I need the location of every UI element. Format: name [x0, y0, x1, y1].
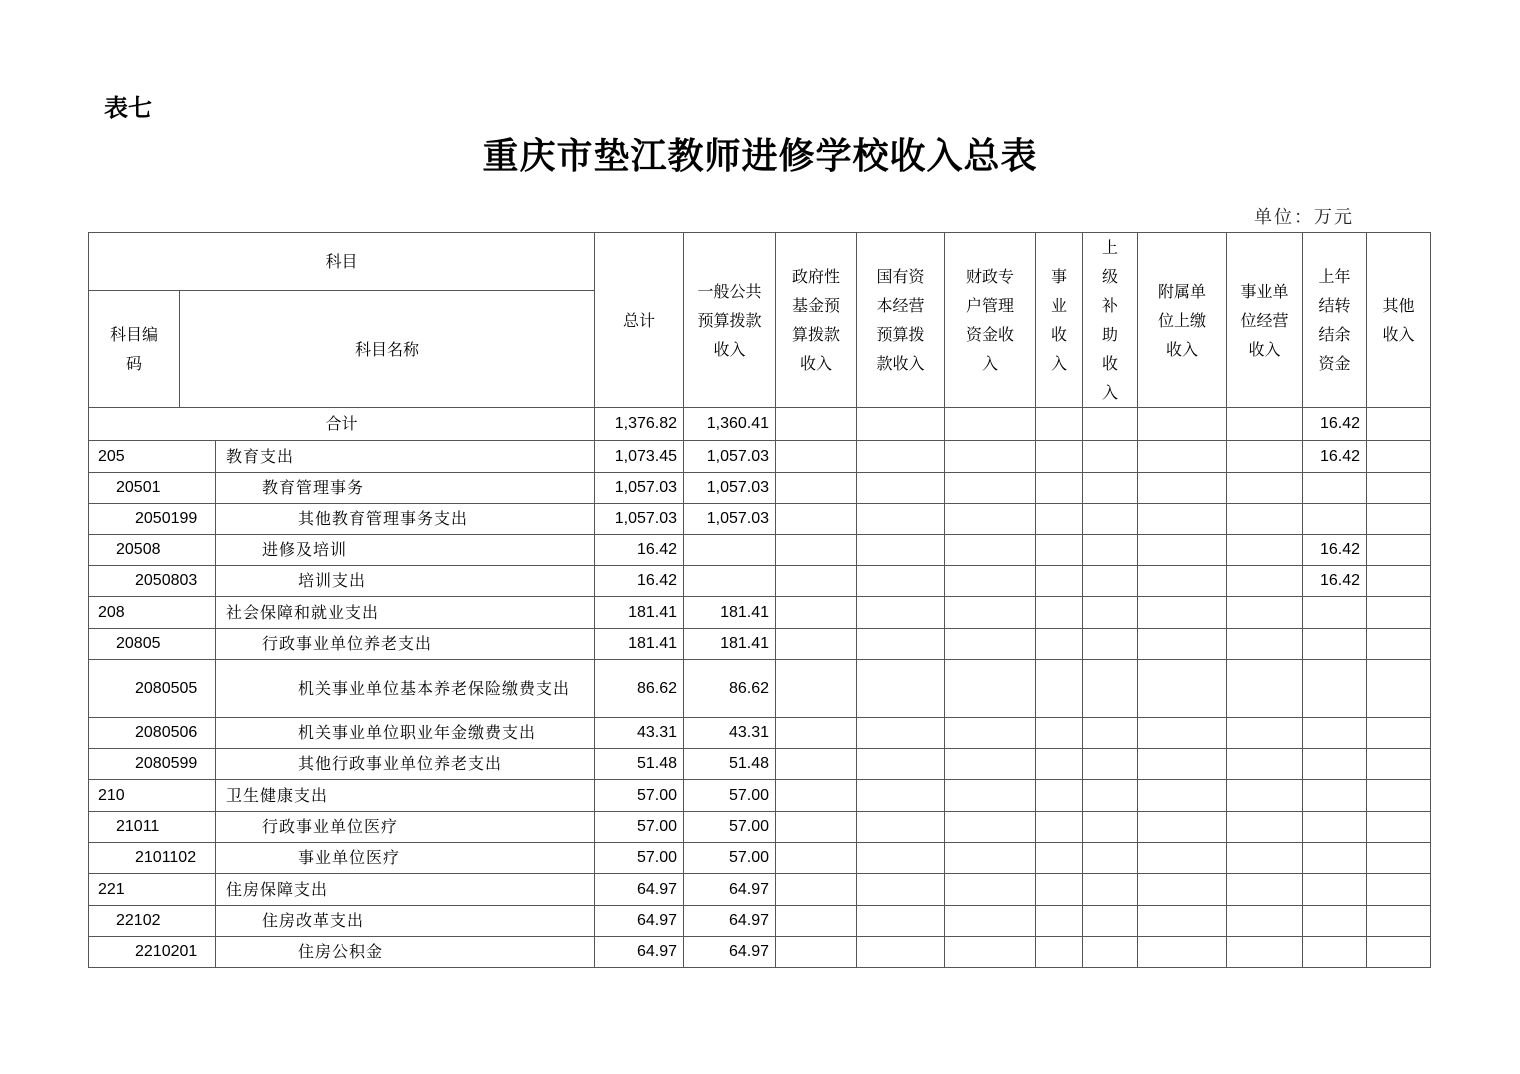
unit-label: 单位：万元	[1254, 207, 1354, 228]
empty-cell	[1083, 749, 1138, 780]
empty-cell	[1083, 874, 1138, 906]
empty-cell	[1036, 660, 1083, 718]
empty-cell	[1138, 566, 1227, 597]
empty-cell	[1367, 906, 1431, 937]
empty-cell	[1083, 597, 1138, 629]
empty-cell	[1083, 718, 1138, 749]
prior-year-balance-cell	[1303, 660, 1367, 718]
table-row	[89, 843, 1431, 874]
header-subject: 科目	[89, 233, 595, 291]
empty-cell	[776, 660, 857, 718]
empty-cell	[1138, 874, 1227, 906]
empty-cell	[1036, 408, 1083, 441]
total-cell: 16.42	[595, 566, 684, 597]
empty-cell	[1227, 597, 1303, 629]
general-public-cell	[684, 535, 776, 566]
empty-cell	[776, 780, 857, 812]
table-row	[89, 874, 1431, 906]
empty-cell	[776, 937, 857, 968]
total-cell: 57.00	[595, 843, 684, 874]
empty-cell	[1227, 408, 1303, 441]
subject-name-cell: 行政事业单位养老支出	[216, 629, 595, 660]
total-cell: 1,057.03	[595, 473, 684, 504]
empty-cell	[945, 906, 1036, 937]
empty-cell	[1367, 597, 1431, 629]
subject-code-cell: 21011	[89, 812, 216, 843]
empty-cell	[1138, 843, 1227, 874]
header-prior-year-balance: 上年结转结余资金	[1303, 233, 1367, 408]
total-prior-year-balance: 16.42	[1303, 408, 1367, 441]
total-cell: 64.97	[595, 937, 684, 968]
empty-cell	[1083, 408, 1138, 441]
subject-name-cell: 机关事业单位基本养老保险缴费支出	[216, 660, 595, 718]
empty-cell	[1036, 597, 1083, 629]
empty-cell	[945, 408, 1036, 441]
income-table	[88, 232, 1431, 968]
table-row	[89, 629, 1431, 660]
subject-code-cell: 2080599	[89, 749, 216, 780]
empty-cell	[1138, 812, 1227, 843]
empty-cell	[945, 749, 1036, 780]
empty-cell	[1227, 780, 1303, 812]
empty-cell	[1083, 535, 1138, 566]
empty-cell	[1036, 441, 1083, 473]
subject-name-cell: 住房公积金	[216, 937, 595, 968]
total-general-public: 1,360.41	[684, 408, 776, 441]
table-row	[89, 535, 1431, 566]
empty-cell	[1367, 408, 1431, 441]
table-row	[89, 473, 1431, 504]
table-row	[89, 597, 1431, 629]
header-superior-subsidy: 上级补助收入	[1083, 233, 1138, 408]
empty-cell	[1138, 718, 1227, 749]
header-gov-fund: 政府性基金预算拨款收入	[776, 233, 857, 408]
subject-code-cell: 22102	[89, 906, 216, 937]
empty-cell	[1036, 718, 1083, 749]
header-affiliated-turnover: 附属单位上缴收入	[1138, 233, 1227, 408]
empty-cell	[857, 535, 945, 566]
empty-cell	[857, 408, 945, 441]
empty-cell	[1227, 473, 1303, 504]
subject-code-cell: 2080505	[89, 660, 216, 718]
total-cell: 181.41	[595, 629, 684, 660]
subject-name-cell: 行政事业单位医疗	[216, 812, 595, 843]
empty-cell	[1367, 441, 1431, 473]
empty-cell	[1227, 874, 1303, 906]
empty-cell	[1083, 566, 1138, 597]
empty-cell	[945, 473, 1036, 504]
total-cell: 1,073.45	[595, 441, 684, 473]
subject-code-cell: 20508	[89, 535, 216, 566]
empty-cell	[1036, 566, 1083, 597]
empty-cell	[1367, 504, 1431, 535]
table-header	[89, 233, 1431, 408]
empty-cell	[1138, 629, 1227, 660]
empty-cell	[1367, 629, 1431, 660]
empty-cell	[945, 718, 1036, 749]
table-row	[89, 441, 1431, 473]
empty-cell	[857, 874, 945, 906]
empty-cell	[1036, 535, 1083, 566]
subject-name-cell: 教育管理事务	[216, 473, 595, 504]
table-row	[89, 937, 1431, 968]
empty-cell	[1367, 473, 1431, 504]
subject-code-cell: 205	[89, 441, 216, 473]
empty-cell	[945, 629, 1036, 660]
empty-cell	[1227, 535, 1303, 566]
general-public-cell: 86.62	[684, 660, 776, 718]
empty-cell	[1138, 937, 1227, 968]
total-cell: 1,057.03	[595, 504, 684, 535]
prior-year-balance-cell: 16.42	[1303, 535, 1367, 566]
subject-name-cell: 机关事业单位职业年金缴费支出	[216, 718, 595, 749]
empty-cell	[1083, 629, 1138, 660]
total-cell: 64.97	[595, 906, 684, 937]
prior-year-balance-cell	[1303, 780, 1367, 812]
empty-cell	[1083, 504, 1138, 535]
empty-cell	[776, 718, 857, 749]
empty-cell	[1138, 749, 1227, 780]
prior-year-balance-cell	[1303, 749, 1367, 780]
total-cell: 16.42	[595, 535, 684, 566]
empty-cell	[945, 874, 1036, 906]
empty-cell	[945, 597, 1036, 629]
empty-cell	[1036, 780, 1083, 812]
subject-name-cell: 住房改革支出	[216, 906, 595, 937]
subject-name-cell: 卫生健康支出	[216, 780, 595, 812]
header-business-operation: 事业单位经营收入	[1227, 233, 1303, 408]
empty-cell	[1138, 535, 1227, 566]
empty-cell	[1367, 566, 1431, 597]
empty-cell	[1036, 843, 1083, 874]
empty-cell	[857, 780, 945, 812]
header-subject-name: 科目名称	[180, 291, 595, 408]
prior-year-balance-cell: 16.42	[1303, 566, 1367, 597]
prior-year-balance-cell	[1303, 906, 1367, 937]
empty-cell	[857, 441, 945, 473]
empty-cell	[1036, 874, 1083, 906]
prior-year-balance-cell	[1303, 843, 1367, 874]
prior-year-balance-cell	[1303, 504, 1367, 535]
empty-cell	[1083, 906, 1138, 937]
empty-cell	[1227, 812, 1303, 843]
general-public-cell: 57.00	[684, 812, 776, 843]
empty-cell	[857, 718, 945, 749]
empty-cell	[1036, 937, 1083, 968]
empty-cell	[857, 597, 945, 629]
subject-name-cell: 社会保障和就业支出	[216, 597, 595, 629]
header-subject-code: 科目编码	[89, 291, 180, 408]
subject-code-cell: 2050199	[89, 504, 216, 535]
total-label: 合计	[89, 408, 595, 441]
table-row	[89, 504, 1431, 535]
table-row	[89, 812, 1431, 843]
empty-cell	[776, 408, 857, 441]
empty-cell	[1227, 660, 1303, 718]
empty-cell	[1083, 812, 1138, 843]
total-cell: 57.00	[595, 780, 684, 812]
table-row	[89, 566, 1431, 597]
table-row	[89, 749, 1431, 780]
general-public-cell: 1,057.03	[684, 441, 776, 473]
empty-cell	[1367, 749, 1431, 780]
header-other-income: 其他收入	[1367, 233, 1431, 408]
empty-cell	[1083, 843, 1138, 874]
prior-year-balance-cell	[1303, 812, 1367, 843]
subject-code-cell: 208	[89, 597, 216, 629]
empty-cell	[857, 906, 945, 937]
subject-code-cell: 2210201	[89, 937, 216, 968]
empty-cell	[776, 906, 857, 937]
subject-name-cell: 其他教育管理事务支出	[216, 504, 595, 535]
general-public-cell: 64.97	[684, 937, 776, 968]
empty-cell	[776, 535, 857, 566]
empty-cell	[1138, 597, 1227, 629]
empty-cell	[1367, 937, 1431, 968]
subject-code-cell: 20805	[89, 629, 216, 660]
empty-cell	[857, 566, 945, 597]
empty-cell	[1227, 504, 1303, 535]
empty-cell	[1083, 780, 1138, 812]
subject-name-cell: 住房保障支出	[216, 874, 595, 906]
total-value: 1,376.82	[595, 408, 684, 441]
empty-cell	[1367, 812, 1431, 843]
subject-code-cell: 20501	[89, 473, 216, 504]
empty-cell	[1367, 718, 1431, 749]
empty-cell	[1138, 408, 1227, 441]
empty-cell	[1367, 874, 1431, 906]
empty-cell	[945, 441, 1036, 473]
empty-cell	[857, 843, 945, 874]
empty-cell	[945, 843, 1036, 874]
empty-cell	[776, 597, 857, 629]
empty-cell	[1036, 749, 1083, 780]
subject-name-cell: 其他行政事业单位养老支出	[216, 749, 595, 780]
empty-cell	[776, 629, 857, 660]
empty-cell	[1367, 780, 1431, 812]
subject-name-cell: 培训支出	[216, 566, 595, 597]
header-fiscal-special: 财政专户管理资金收入	[945, 233, 1036, 408]
empty-cell	[1138, 906, 1227, 937]
empty-cell	[1227, 937, 1303, 968]
total-cell: 51.48	[595, 749, 684, 780]
general-public-cell: 1,057.03	[684, 473, 776, 504]
table-row	[89, 660, 1431, 718]
table-label: 表七	[104, 94, 152, 122]
empty-cell	[945, 812, 1036, 843]
empty-cell	[857, 749, 945, 780]
empty-cell	[776, 473, 857, 504]
subject-code-cell: 2101102	[89, 843, 216, 874]
header-business-income: 事业收入	[1036, 233, 1083, 408]
empty-cell	[1036, 504, 1083, 535]
empty-cell	[776, 874, 857, 906]
empty-cell	[1083, 660, 1138, 718]
empty-cell	[857, 660, 945, 718]
empty-cell	[945, 566, 1036, 597]
subject-code-cell: 221	[89, 874, 216, 906]
general-public-cell: 57.00	[684, 780, 776, 812]
general-public-cell: 64.97	[684, 874, 776, 906]
empty-cell	[1227, 629, 1303, 660]
prior-year-balance-cell	[1303, 937, 1367, 968]
table-body	[89, 408, 1431, 968]
empty-cell	[1138, 473, 1227, 504]
empty-cell	[1036, 906, 1083, 937]
total-cell: 181.41	[595, 597, 684, 629]
total-cell: 43.31	[595, 718, 684, 749]
empty-cell	[945, 780, 1036, 812]
general-public-cell	[684, 566, 776, 597]
empty-cell	[1138, 504, 1227, 535]
subject-code-cell: 2080506	[89, 718, 216, 749]
total-row	[89, 408, 1431, 441]
empty-cell	[776, 812, 857, 843]
empty-cell	[945, 504, 1036, 535]
empty-cell	[776, 749, 857, 780]
general-public-cell: 181.41	[684, 629, 776, 660]
general-public-cell: 1,057.03	[684, 504, 776, 535]
empty-cell	[1138, 660, 1227, 718]
empty-cell	[857, 473, 945, 504]
prior-year-balance-cell: 16.42	[1303, 441, 1367, 473]
empty-cell	[1367, 843, 1431, 874]
empty-cell	[776, 504, 857, 535]
general-public-cell: 181.41	[684, 597, 776, 629]
empty-cell	[945, 535, 1036, 566]
general-public-cell: 57.00	[684, 843, 776, 874]
total-cell: 86.62	[595, 660, 684, 718]
empty-cell	[857, 937, 945, 968]
empty-cell	[1083, 937, 1138, 968]
empty-cell	[1083, 473, 1138, 504]
prior-year-balance-cell	[1303, 597, 1367, 629]
empty-cell	[1138, 780, 1227, 812]
empty-cell	[776, 566, 857, 597]
prior-year-balance-cell	[1303, 473, 1367, 504]
prior-year-balance-cell	[1303, 718, 1367, 749]
subject-code-cell: 210	[89, 780, 216, 812]
empty-cell	[1138, 441, 1227, 473]
general-public-cell: 64.97	[684, 906, 776, 937]
empty-cell	[1227, 718, 1303, 749]
empty-cell	[1036, 812, 1083, 843]
empty-cell	[1227, 441, 1303, 473]
total-cell: 57.00	[595, 812, 684, 843]
general-public-cell: 51.48	[684, 749, 776, 780]
empty-cell	[1367, 535, 1431, 566]
empty-cell	[945, 937, 1036, 968]
general-public-cell: 43.31	[684, 718, 776, 749]
subject-name-cell: 教育支出	[216, 441, 595, 473]
empty-cell	[857, 629, 945, 660]
empty-cell	[1367, 660, 1431, 718]
empty-cell	[857, 504, 945, 535]
empty-cell	[776, 441, 857, 473]
table-row	[89, 718, 1431, 749]
empty-cell	[857, 812, 945, 843]
empty-cell	[1227, 906, 1303, 937]
empty-cell	[1083, 441, 1138, 473]
subject-name-cell: 事业单位医疗	[216, 843, 595, 874]
empty-cell	[1227, 749, 1303, 780]
prior-year-balance-cell	[1303, 629, 1367, 660]
empty-cell	[1036, 629, 1083, 660]
empty-cell	[1227, 843, 1303, 874]
total-cell: 64.97	[595, 874, 684, 906]
table-row	[89, 780, 1431, 812]
subject-name-cell: 进修及培训	[216, 535, 595, 566]
empty-cell	[1227, 566, 1303, 597]
empty-cell	[776, 843, 857, 874]
empty-cell	[945, 660, 1036, 718]
page-title: 重庆市垫江教师进修学校收入总表	[482, 135, 1038, 177]
header-total: 总计	[595, 233, 684, 408]
prior-year-balance-cell	[1303, 874, 1367, 906]
header-state-capital: 国有资本经营预算拨款收入	[857, 233, 945, 408]
empty-cell	[1036, 473, 1083, 504]
table-row	[89, 906, 1431, 937]
subject-code-cell: 2050803	[89, 566, 216, 597]
header-general-public: 一般公共预算拨款收入	[684, 233, 776, 408]
